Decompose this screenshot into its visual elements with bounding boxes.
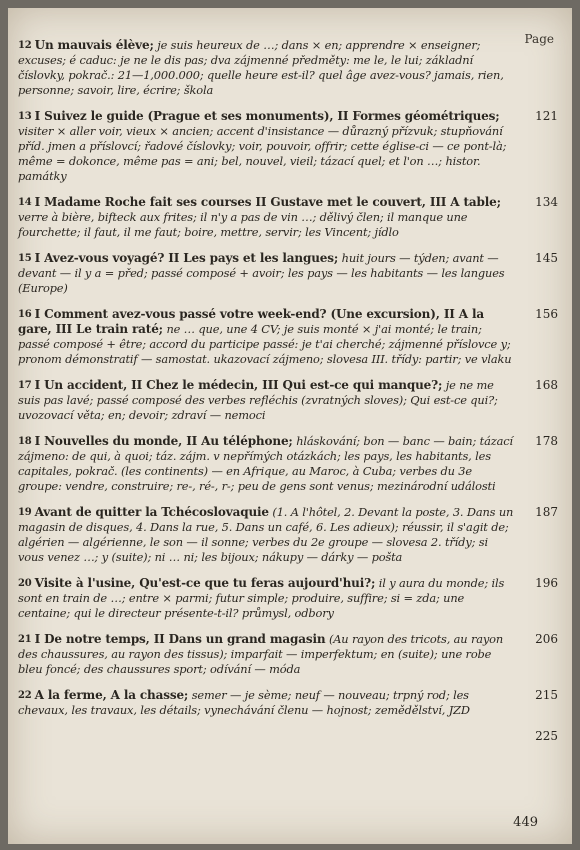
entry-text xyxy=(18,434,516,494)
page-number: 178 xyxy=(535,434,558,448)
toc-trailing xyxy=(18,729,558,743)
page-number: 215 xyxy=(535,688,558,702)
toc-entry xyxy=(18,307,558,367)
lesson-title: I Un accident, II Chez le médecin, III Qui est-ce qui manque?; xyxy=(34,378,443,392)
toc-entry xyxy=(18,378,558,423)
entry-text xyxy=(18,251,516,296)
entry-text xyxy=(18,576,516,621)
lesson-number: 16 xyxy=(18,309,32,320)
toc-entry xyxy=(18,434,558,494)
lesson-contents: je suis heureux de …; dans × en; apprendre × enseigner; excuses; é caduc: je ne le dis pas; dva zájmenné předměty: me le, le lui; základní číslovky, pokrač.: 21—1,000.000; quelle heure est-il? quel âge avez-vous? jamais, rien, personne; savoir, lire, écrire; škola xyxy=(18,38,504,97)
lesson-number: 15 xyxy=(18,253,32,264)
lesson-number: 22 xyxy=(18,690,32,701)
lesson-contents: (1. A l'hôtel, 2. Devant la poste, 3. Dans un magasin de disques, 4. Dans la rue, 5. Dans un café, 6. Les adieux); réussir, il s'agit de; algérien — algérienne, le son — il sonne; verbes du 2e groupe — slovesa 2. třídy; si vous venez …; y (suite); ni … ni; les bijoux; nákupy — dárky — pošta xyxy=(18,505,514,564)
toc-entry xyxy=(18,195,558,240)
lesson-number: 20 xyxy=(18,578,32,589)
lesson-contents: il y aura du monde; ils sont en train de …; entre × parmi; futur simple; produire, suffire; si = zda; une centaine; qui le directeur présente-t-il? průmysl, odbory xyxy=(18,576,505,620)
lesson-title: A la ferme, A la chasse; xyxy=(34,688,189,702)
lesson-contents: semer — je sème; neuf — nouveau; trpný rod; les chevaux, les travaux, les détails; vynechávání členu — hojnost; zemědělství, JZD xyxy=(18,688,470,717)
toc-entry xyxy=(18,109,558,184)
book-page xyxy=(8,8,572,844)
page-number: 168 xyxy=(535,378,558,392)
lesson-number: 18 xyxy=(18,436,32,447)
lesson-number: 12 xyxy=(18,40,32,51)
lesson-title: I Nouvelles du monde, II Au téléphone; xyxy=(34,434,293,448)
entry-text xyxy=(18,505,516,565)
page-number: 145 xyxy=(535,251,558,265)
table-of-contents xyxy=(18,38,558,754)
page-number: 187 xyxy=(535,505,558,519)
lesson-title: I Avez-vous voyagé? II Les pays et les langues; xyxy=(34,251,339,265)
lesson-number: 14 xyxy=(18,197,32,208)
entry-text xyxy=(18,38,516,98)
footer-page-number: 449 xyxy=(513,815,538,830)
toc-entry xyxy=(18,576,558,621)
lesson-number: 21 xyxy=(18,634,32,645)
entry-text xyxy=(18,688,516,718)
lesson-number: 19 xyxy=(18,507,32,518)
lesson-number: 17 xyxy=(18,380,32,391)
lesson-contents: je ne me suis pas lavé; passé composé des verbes refléchis (zvratných sloves); Qui est-ce qui?; uvozovací věta; en; devoir; zdraví — nemoci xyxy=(18,378,498,422)
lesson-title: I Suivez le guide (Prague et ses monuments), II Formes géométriques; xyxy=(34,109,500,123)
toc-entry xyxy=(18,38,558,98)
lesson-title: Visite à l'usine, Qu'est-ce que tu feras aujourd'hui?; xyxy=(34,576,376,590)
page-number: 134 xyxy=(535,195,558,209)
page-number: 156 xyxy=(535,307,558,321)
toc-entry xyxy=(18,632,558,677)
toc-entry xyxy=(18,505,558,565)
lesson-contents: ne … que, une 4 CV; je suis monté × j'ai monté; le train; passé composé + être; accord du participe passé: je t'ai cherché; zájmenné příslovce y; pronom démonstratif — samostat. ukazovací zájmeno; slovesa III. třídy: partir; ve vlaku xyxy=(18,322,512,366)
lesson-title: Avant de quitter la Tchécoslovaquie xyxy=(34,505,269,519)
entry-text xyxy=(18,378,516,423)
page-column-header: Page xyxy=(524,32,554,46)
lesson-contents: visiter × aller voir, vieux × ancien; accent d'insistance — důrazný přízvuk; stupňování příd. jmen a příslovcí; řadové číslovky; voir, pouvoir, offrir; cette église-ci — ce pont-là; même = dokonce, même pas = ani; bel, nouvel, vieil; tázací quel; et l'on …; histor. památky xyxy=(18,124,507,183)
lesson-contents: hláskování; bon — banc — bain; tázací zájmeno: de qui, à quoi; táz. zájm. v nepřímých otázkách; les pays, les habitants, les capitales, pokrač. (les continents) — en Afrique, au Maroc, à Cuba; verbes du 3e groupe: vendre, construire; re-, ré-, r-; peu de gens sont venus; mezinárodní události xyxy=(18,434,513,493)
page-number: 225 xyxy=(535,729,558,743)
lesson-title: I Comment avez-vous passé votre week-end? (Une excursion), II A la gare, III Le train raté; xyxy=(18,307,484,336)
lesson-contents: huit jours — týden; avant — devant — il y a = před; passé composé + avoir; les pays — les habitants — les langues (Europe) xyxy=(18,251,505,295)
lesson-number: 13 xyxy=(18,111,32,122)
toc-entry xyxy=(18,251,558,296)
lesson-title: I Madame Roche fait ses courses II Gustave met le couvert, III A table; xyxy=(34,195,501,209)
page-number: 206 xyxy=(535,632,558,646)
lesson-contents: verre à bière, bifteck aux frites; il n'y a pas de vin …; dělivý člen; il manque une fourchette; il faut, il me faut; boire, mettre, servir; les Vincent; jídlo xyxy=(18,210,468,239)
entry-text xyxy=(18,632,516,677)
lesson-title: I De notre temps, II Dans un grand magasin xyxy=(34,632,326,646)
toc-entry xyxy=(18,688,558,718)
lesson-contents: (Au rayon des tricots, au rayon des chaussures, au rayon des tissus); imparfait — imperfektum; en (suite); une robe bleu foncé; des chaussures sport; odívání — móda xyxy=(18,632,504,676)
page-number: 196 xyxy=(535,576,558,590)
lesson-title: Un mauvais élève; xyxy=(34,38,154,52)
entry-text xyxy=(18,195,516,240)
page-number: 121 xyxy=(535,109,558,123)
entry-text xyxy=(18,307,516,367)
entry-text xyxy=(18,109,516,184)
